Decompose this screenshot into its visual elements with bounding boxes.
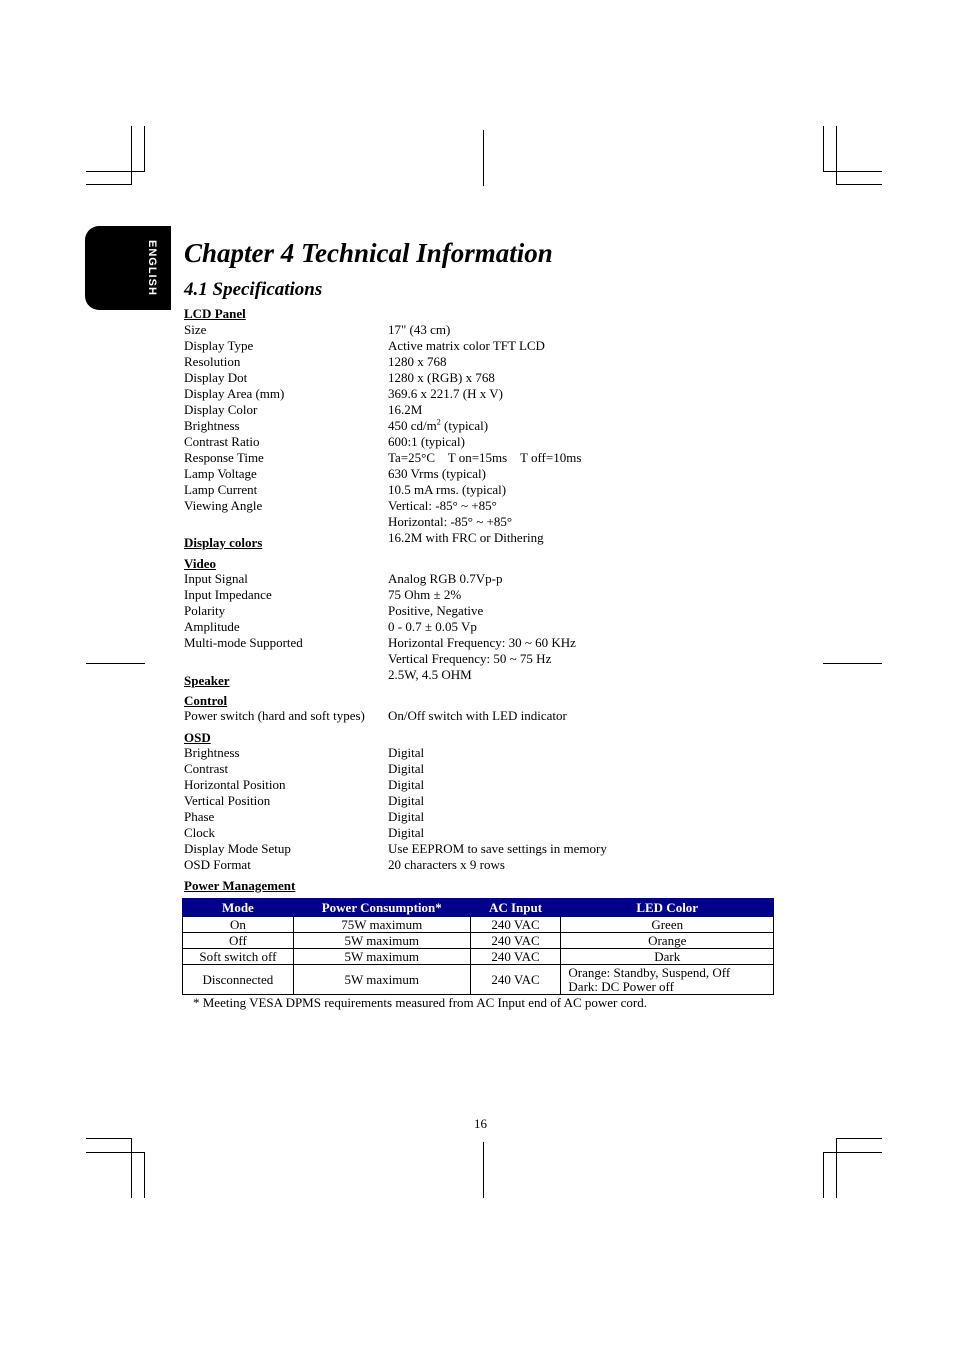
spec-label: Lamp Voltage	[184, 466, 257, 481]
spec-value: 16.2M	[388, 402, 423, 417]
spec-label: Contrast Ratio	[184, 434, 260, 449]
spec-label: Brightness	[184, 418, 240, 433]
spec-value: On/Off switch with LED indicator	[388, 708, 567, 723]
spec-label: Resolution	[184, 354, 241, 369]
spec-label: Power switch (hard and soft types)	[184, 708, 365, 723]
lcd-panel-heading: LCD Panel	[184, 306, 246, 321]
spec-value: 10.5 mA rms. (typical)	[388, 482, 507, 497]
spec-value: Active matrix color TFT LCD	[388, 338, 545, 353]
brightness-suffix: (typical)	[440, 418, 489, 433]
spec-label: Vertical Position	[184, 793, 271, 808]
spec-value: Use EEPROM to save settings in memory	[388, 841, 607, 856]
spec-value: 20 characters x 9 rows	[388, 857, 505, 872]
table-row	[183, 965, 774, 995]
spec-value: 369.6 x 221.7 (H x V)	[388, 386, 503, 401]
spec-label: Phase	[184, 809, 215, 824]
column-header: Mode	[183, 899, 294, 917]
table-row	[183, 933, 774, 949]
table-cell: Green	[561, 917, 774, 933]
speaker-heading: Speaker	[184, 673, 230, 688]
brightness-value: 450 cd/m	[388, 418, 437, 433]
spec-value: Analog RGB 0.7Vp-p	[388, 571, 503, 586]
power-management-table	[182, 898, 774, 995]
spec-label: Amplitude	[184, 619, 240, 634]
spec-value: Digital	[388, 809, 425, 824]
spec-value	[388, 418, 488, 434]
osd-heading: OSD	[184, 730, 211, 745]
table-footnote: * Meeting VESA DPMS requirements measured from AC Input end of AC power cord.	[193, 995, 647, 1010]
table-cell: 5W maximum	[293, 933, 470, 949]
spec-label: Input Signal	[184, 571, 248, 586]
spec-value: Digital	[388, 793, 425, 808]
spec-value: 0 - 0.7 ± 0.05 Vp	[388, 619, 477, 634]
spec-value: 75 Ohm ± 2%	[388, 587, 462, 602]
table-cell: 240 VAC	[470, 949, 561, 965]
led-color-line: Orange: Standby, Suspend, Off	[568, 964, 731, 980]
display-colors-heading: Display colors	[184, 535, 263, 550]
table-row	[183, 917, 774, 933]
spec-label: Size	[184, 322, 207, 337]
spec-value: Digital	[388, 745, 425, 760]
table-cell: Orange	[561, 933, 774, 949]
table-cell	[561, 965, 774, 995]
power-management-heading: Power Management	[184, 878, 296, 893]
table-cell: Disconnected	[183, 965, 294, 995]
spec-label: Response Time	[184, 450, 264, 465]
table-cell: 75W maximum	[293, 917, 470, 933]
table-row	[183, 949, 774, 965]
spec-value: 1280 x 768	[388, 354, 447, 369]
spec-value: 2.5W, 4.5 OHM	[388, 667, 472, 682]
column-header: AC Input	[470, 899, 561, 917]
spec-value: Positive, Negative	[388, 603, 484, 618]
spec-label: Contrast	[184, 761, 229, 776]
led-color-line: Dark: DC Power off	[568, 978, 674, 994]
spec-label: Display Mode Setup	[184, 841, 291, 856]
spec-label: Input Impedance	[184, 587, 272, 602]
spec-value: 16.2M with FRC or Dithering	[388, 530, 544, 545]
spec-value: Digital	[388, 825, 425, 840]
control-heading: Control	[184, 693, 228, 708]
spec-label: OSD Format	[184, 857, 251, 872]
page-number: 16	[474, 1116, 487, 1131]
spec-label: Display Type	[184, 338, 254, 353]
table-cell: 240 VAC	[470, 917, 561, 933]
spec-value: 17" (43 cm)	[388, 322, 451, 337]
spec-label: Viewing Angle	[184, 498, 263, 513]
language-tab	[85, 226, 171, 310]
spec-value: Horizontal Frequency: 30 ~ 60 KHz	[388, 635, 576, 650]
section-subtitle: 4.1 Specifications	[184, 279, 323, 300]
table-header-row	[183, 899, 774, 917]
table-cell: 5W maximum	[293, 949, 470, 965]
spec-value: Ta=25°C T on=15ms T off=10ms	[388, 450, 582, 465]
table-cell: Dark	[561, 949, 774, 965]
table-cell: 240 VAC	[470, 965, 561, 995]
chapter-title: Chapter 4 Technical Information	[184, 238, 553, 268]
spec-value: Vertical Frequency: 50 ~ 75 Hz	[388, 651, 552, 666]
table-cell: Off	[183, 933, 294, 949]
spec-label: Lamp Current	[184, 482, 258, 497]
spec-value: 1280 x (RGB) x 768	[388, 370, 495, 385]
table-cell: Soft switch off	[183, 949, 294, 965]
spec-label: Polarity	[184, 603, 226, 618]
spec-label: Brightness	[184, 745, 240, 760]
spec-label: Horizontal Position	[184, 777, 286, 792]
table-cell: 5W maximum	[293, 965, 470, 995]
spec-label: Clock	[184, 825, 216, 840]
spec-label: Display Area (mm)	[184, 386, 285, 401]
video-heading: Video	[184, 556, 217, 571]
superscript: 2	[436, 417, 441, 427]
spec-value: Digital	[388, 761, 425, 776]
spec-value: 630 Vrms (typical)	[388, 466, 486, 481]
table-cell: On	[183, 917, 294, 933]
spec-value: 600:1 (typical)	[388, 434, 465, 449]
spec-label: Multi-mode Supported	[184, 635, 303, 650]
column-header: Power Consumption*	[293, 899, 470, 917]
spec-value: Horizontal: -85° ~ +85°	[388, 514, 513, 529]
spec-value: Vertical: -85° ~ +85°	[388, 498, 497, 513]
column-header: LED Color	[561, 899, 774, 917]
table-cell: 240 VAC	[470, 933, 561, 949]
spec-label: Display Color	[184, 402, 258, 417]
language-tab-label: ENGLISH	[146, 240, 158, 296]
spec-label: Display Dot	[184, 370, 248, 385]
spec-value: Digital	[388, 777, 425, 792]
